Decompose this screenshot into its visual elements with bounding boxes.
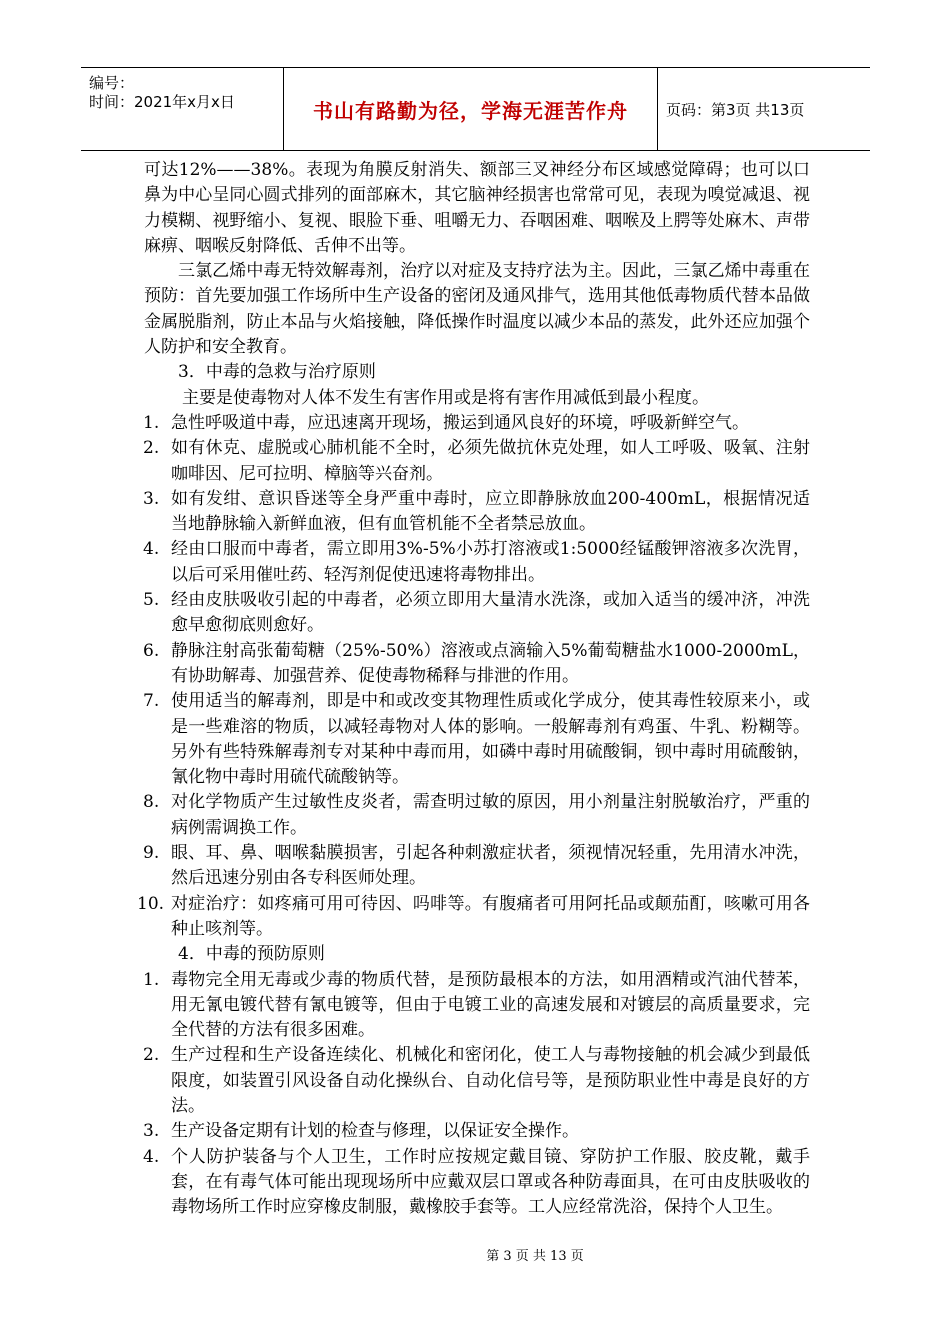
- first-aid-list: [137, 411, 810, 942]
- header-motto: 书山有路勤为径，学海无涯苦作舟: [313, 98, 628, 123]
- list-text: 经由口服而中毒者，需立即用3%-5%小苏打溶液或1:5000经锰酸钾溶液多次洗胃，以后可采用催吐药、轻泻剂促使迅速将毒物排出。: [171, 539, 810, 585]
- list-item: [143, 1043, 810, 1119]
- list-number: 9.: [143, 843, 160, 864]
- list-item: [143, 1145, 810, 1221]
- paragraph: 三氯乙烯中毒无特效解毒剂，治疗以对症及支持疗法为主。因此，三氯乙烯中毒重在预防：首先要加强工作场所中生产设备的密闭及通风排气，选用其他低毒物质代替本品做金属脱脂剂，防止本品与火焰接触，降低操作时温度以减少本品的蒸发，此外还应加强个人防护和安全教育。: [144, 261, 810, 358]
- list-text: 使用适当的解毒剂，即是中和或改变其物理性质或化学成分，使其毒性较原来小，或是一些难溶的物质，以减轻毒物对人体的影响。一般解毒剂有鸡蛋、牛乳、粉糊等。另外有些特殊解毒剂专对某种中毒而用，如磷中毒时用硫酸铜，钡中毒时用硫酸钠，氰化物中毒时用硫代硫酸钠等。: [171, 691, 810, 788]
- prevention-list: [144, 968, 810, 1221]
- list-text: 静脉注射高张葡萄糖（25%-50%）溶液或点滴输入5%葡萄糖盐水1000-2000mL，有协助解毒、加强营养、促使毒物稀释与排泄的作用。: [171, 640, 810, 686]
- list-item: [143, 436, 810, 487]
- list-number: 2.: [143, 438, 160, 459]
- header-meta: [81, 68, 284, 150]
- list-number: 10.: [137, 893, 165, 914]
- list-number: 1.: [143, 412, 160, 433]
- list-text: 生产设备定期有计划的检查与修理，以保证安全操作。: [171, 1121, 579, 1142]
- list-number: 3.: [143, 488, 160, 509]
- footer-page-number: 第 3 页 共 13 页: [486, 1249, 584, 1264]
- list-item: [137, 892, 810, 943]
- list-number: 5.: [143, 590, 160, 611]
- document-body: [137, 158, 810, 1220]
- list-item: [143, 487, 810, 538]
- list-item: [143, 411, 810, 436]
- list-text: 个人防护装备与个人卫生，工作时应按规定戴目镜、穿防护工作服、胶皮靴，戴手套，在有毒气体可能出现现场所中应戴双层口罩或各种防毒面具，在可由皮肤吸收的毒物场所工作时应穿橡皮制服，戴橡胶手套等。工人应经常洗浴，保持个人卫生。: [171, 1146, 810, 1218]
- paragraph: 可达12%——38%。表现为角膜反射消失、额部三叉神经分布区域感觉障碍；也可以口鼻为中心呈同心圆式排列的面部麻木，其它脑神经损害也常常可见，表现为嗅觉减退、视力模糊、视野缩小、复视、眼脸下垂、咀嚼无力、吞咽困难、咽喉及上腭等处麻木、声带麻痹、咽喉反射降低、舌伸不出等。: [144, 160, 810, 256]
- list-number: 4.: [143, 1146, 160, 1167]
- section-heading: 3．中毒的急救与治疗原则: [178, 362, 376, 383]
- date-label: 时间：2021年x月x日: [89, 93, 235, 111]
- header-page-info: 页码：第3页 共13页: [666, 100, 805, 119]
- list-number: 8.: [143, 792, 160, 813]
- page-footer: [0, 1245, 950, 1264]
- list-item: [143, 588, 810, 639]
- header-motto-cell: [284, 68, 658, 150]
- list-item: [143, 537, 810, 588]
- list-item: [143, 1119, 810, 1144]
- list-item: [143, 639, 810, 690]
- list-text: 如有休克、虚脱或心肺机能不全时，必须先做抗休克处理，如人工呼吸、吸氧、注射咖啡因、尼可拉明、樟脑等兴奋剂。: [171, 438, 810, 484]
- page-header: [81, 67, 870, 151]
- list-item: [143, 968, 810, 1044]
- list-text: 对化学物质产生过敏性皮炎者，需查明过敏的原因，用小剂量注射脱敏治疗，严重的病例需调换工作。: [171, 792, 810, 838]
- section-heading: 4．中毒的预防原则: [178, 944, 325, 965]
- list-item: [143, 841, 810, 892]
- list-text: 毒物完全用无毒或少毒的物质代替，是预防最根本的方法，如用酒精或汽油代替苯，用无氰电镀代替有氰电镀等，但由于电镀工业的高速发展和对镀层的高质量要求，完全代替的方法有很多困难。: [171, 969, 810, 1041]
- list-number: 2.: [143, 1045, 160, 1066]
- list-text: 对症治疗：如疼痛可用可待因、吗啡等。有腹痛者可用阿托品或颠茄酊，咳嗽可用各种止咳剂等。: [171, 893, 810, 939]
- list-number: 6.: [143, 640, 160, 661]
- list-text: 经由皮肤吸收引起的中毒者，必须立即用大量清水洗涤，或加入适当的缓冲济，冲洗愈早愈彻底则愈好。: [171, 590, 810, 636]
- list-text: 急性呼吸道中毒，应迅速离开现场，搬运到通风良好的环境，呼吸新鲜空气。: [171, 412, 749, 433]
- list-item: [143, 689, 810, 790]
- list-number: 7.: [143, 691, 160, 712]
- list-number: 3.: [143, 1121, 160, 1142]
- list-item: [143, 790, 810, 841]
- list-text: 如有发绀、意识昏迷等全身严重中毒时，应立即静脉放血200-400mL，根据情况适当地静脉输入新鲜血液，但有血管机能不全者禁忌放血。: [171, 488, 810, 535]
- list-text: 眼、耳、鼻、咽喉黏膜损害，引起各种刺激症状者，须视情况轻重，先用清水冲洗，然后迅速分别由各专科医师处理。: [171, 843, 810, 889]
- list-number: 4.: [143, 539, 160, 560]
- list-number: 1.: [143, 969, 160, 990]
- list-text: 生产过程和生产设备连续化、机械化和密闭化，使工人与毒物接触的机会减少到最低限度，如装置引风设备自动化操纵台、自动化信号等，是预防职业性中毒是良好的方法。: [171, 1045, 810, 1116]
- section-intro: 主要是使毒物对人体不发生有害作用或是将有害作用减低到最小程度。: [182, 387, 709, 408]
- doc-number-label: 编号：: [89, 74, 135, 92]
